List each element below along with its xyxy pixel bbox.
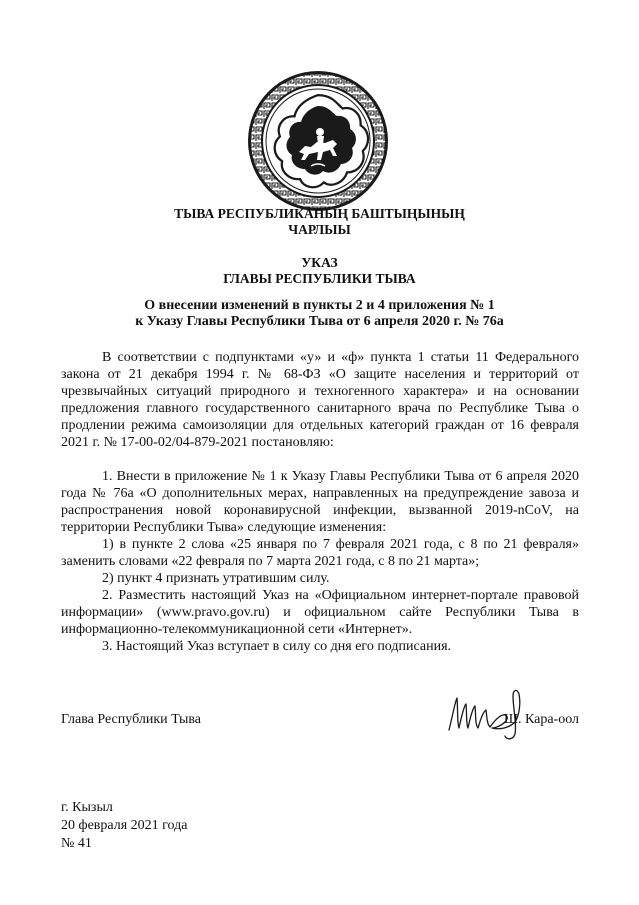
doc-type: УКАЗ [301, 255, 338, 270]
signatory-title: Глава Республики Тыва [61, 712, 202, 727]
issue-date: 20 февраля 2021 года [61, 818, 188, 833]
item-3-paragraph: 3. Настоящий Указ вступает в силу со дня его подписания. [102, 639, 452, 654]
document-body [61, 349, 579, 655]
document-number: № 41 [61, 836, 92, 851]
document-footer [61, 799, 188, 853]
document-subject [60, 298, 579, 330]
coat-of-arms-emblem-icon [247, 70, 389, 212]
issue-city: г. Кызыл [61, 800, 113, 815]
org-line-1: ТЫВА РЕСПУБЛИКАНЫҢ БАШТЫҢЫНЫҢ [174, 206, 465, 221]
doc-issuer: ГЛАВЫ РЕСПУБЛИКИ ТЫВА [223, 271, 416, 286]
signature-block [61, 706, 579, 746]
item-1-paragraph: 1. Внести в приложение № 1 к Указу Главы Республики Тыва от 6 апреля 2020 года № 76а «О дополнительных мерах, направленных на предупреждение завоза и распространения новой коронавирусной инфекции, вызванной 2019-nCoV, на территории Республики Тыва» следующие изменения: [61, 469, 579, 535]
subject-line-2: к Указу Главы Республики Тыва от 6 апреля 2020 г. № 76а [135, 314, 504, 329]
subject-line-1: О внесении изменений в пункты 2 и 4 приложения № 1 [144, 298, 495, 313]
item-1-1-paragraph: 1) в пункте 2 слова «25 января по 7 февраля 2021 года, с 8 по 21 февраля» заменить словами «22 февраля по 7 марта 2021 года, с 8 по 21 марта»; [61, 537, 579, 569]
issuer-org-title [60, 206, 579, 238]
org-line-2: ЧАРЛЫЫ [288, 222, 351, 237]
item-1-2-paragraph: 2) пункт 4 признать утратившим силу. [102, 571, 330, 586]
item-2-paragraph: 2. Разместить настоящий Указ на «Официальном интернет-портале правовой информации» (www.pravo.gov.ru) и официальном сайте Республики Тыва в информационно-телекоммуникационной сети «Интернет». [61, 588, 579, 637]
signatory-name: Ш. Кара-оол [503, 712, 579, 727]
preamble-paragraph: В соответствии с подпунктами «у» и «ф» пункта 1 статьи 11 Федерального закона от 21 декабря 1994 г. № 68-ФЗ «О защите населения и территорий от чрезвычайных ситуаций природного и техногенного характера» и на основании предложения главного государственного санитарного врача по Республике Тыва о продлении режима самоизоляции для отдельных категорий граждан от 16 февраля 2021 г. № 17-00-02/04-879-2021 постановляю: [61, 350, 579, 450]
document-type-title [60, 255, 579, 287]
